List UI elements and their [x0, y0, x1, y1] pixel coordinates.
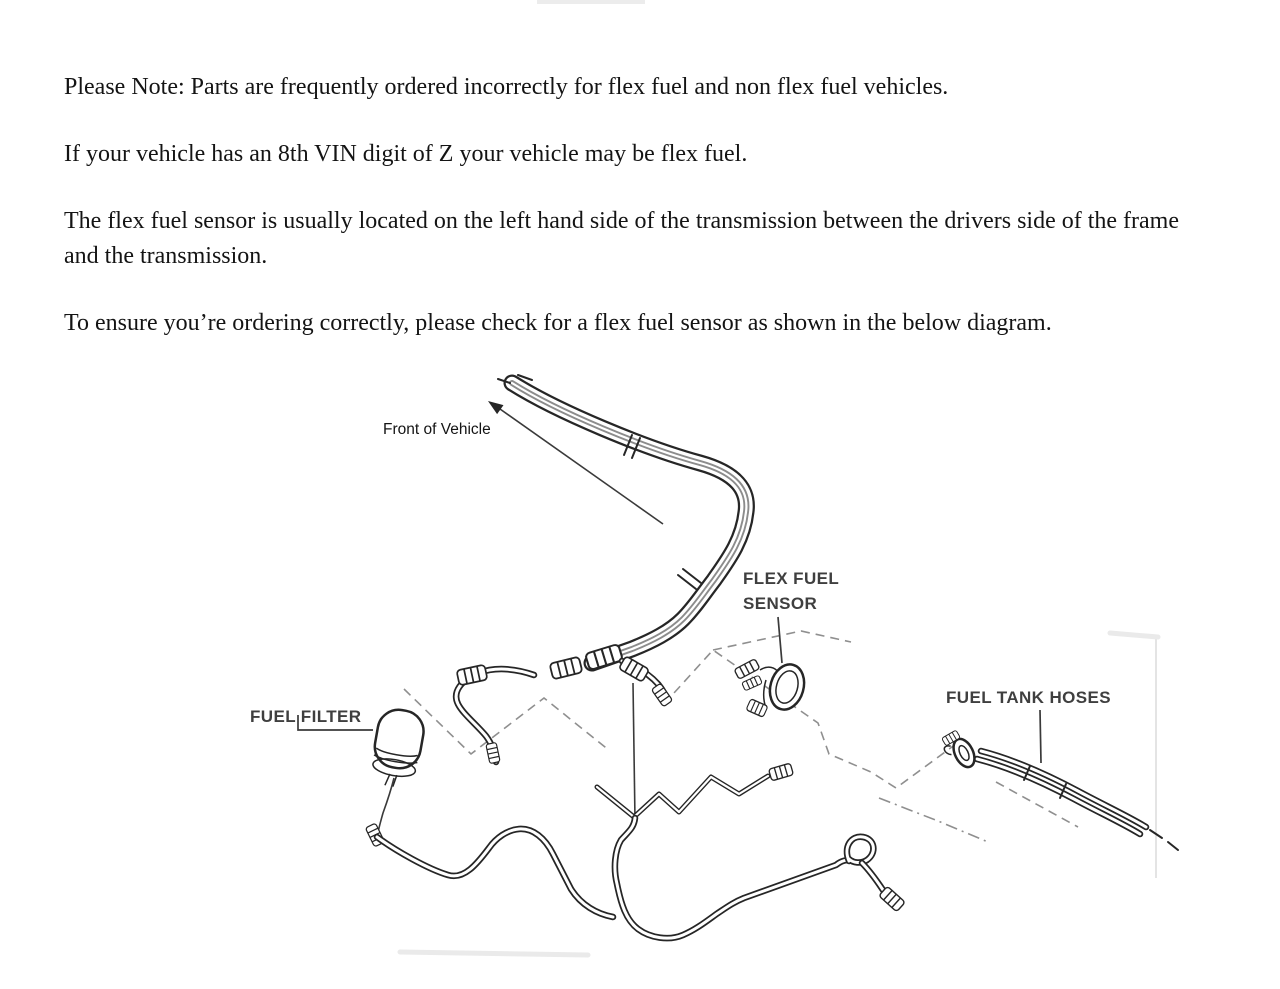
ordering-paragraph: To ensure you’re ordering correctly, please check for a flex fuel sensor as shown in the below diagram.: [64, 310, 1052, 336]
flex-fuel-sensor-leader: [778, 617, 782, 663]
middle-zigzag-line: [597, 763, 793, 817]
vin-paragraph: If your vehicle has an 8th VIN digit of Z your vehicle may be flex fuel.: [64, 141, 748, 167]
location-paragraph: The flex fuel sensor is usually located on the left hand side of the transmission between the drivers side of the frame and the transmission.: [64, 208, 1180, 269]
diagram-labels: [250, 421, 1111, 763]
bottom-middle-hose: [615, 818, 905, 938]
frame-dashed-lines: [404, 631, 1078, 842]
fuel-tank-hoses: [942, 730, 1178, 850]
intro-text-block: [64, 70, 1219, 341]
fuel-filter: [365, 706, 426, 846]
arrowhead: [488, 401, 504, 414]
fuel-system-diagram: [0, 370, 1280, 989]
fuel-filter-label: FUEL FILTER: [250, 707, 362, 726]
filter-outlet-line: [378, 778, 394, 833]
branch-hose: [619, 656, 673, 707]
bottom-left-fuel-line: [377, 829, 613, 917]
flex-fuel-sensor-label-line2: SENSOR: [743, 594, 818, 613]
note-paragraph: Please Note: Parts are frequently ordered incorrectly for flex fuel and non flex fuel vehicles.: [64, 74, 949, 100]
fuel-line-bundle: [498, 375, 746, 663]
sensor-drop-line: [633, 683, 635, 820]
flex-fuel-sensor: [734, 659, 809, 718]
top-edge-artifact: [537, 0, 645, 4]
flex-fuel-sensor-label-line1: FLEX FUEL: [743, 569, 840, 588]
fuel-tank-hoses-leader: [1040, 710, 1041, 763]
fuel-tank-hoses-label: FUEL TANK HOSES: [946, 688, 1111, 707]
front-of-vehicle-label: Front of Vehicle: [383, 421, 491, 438]
